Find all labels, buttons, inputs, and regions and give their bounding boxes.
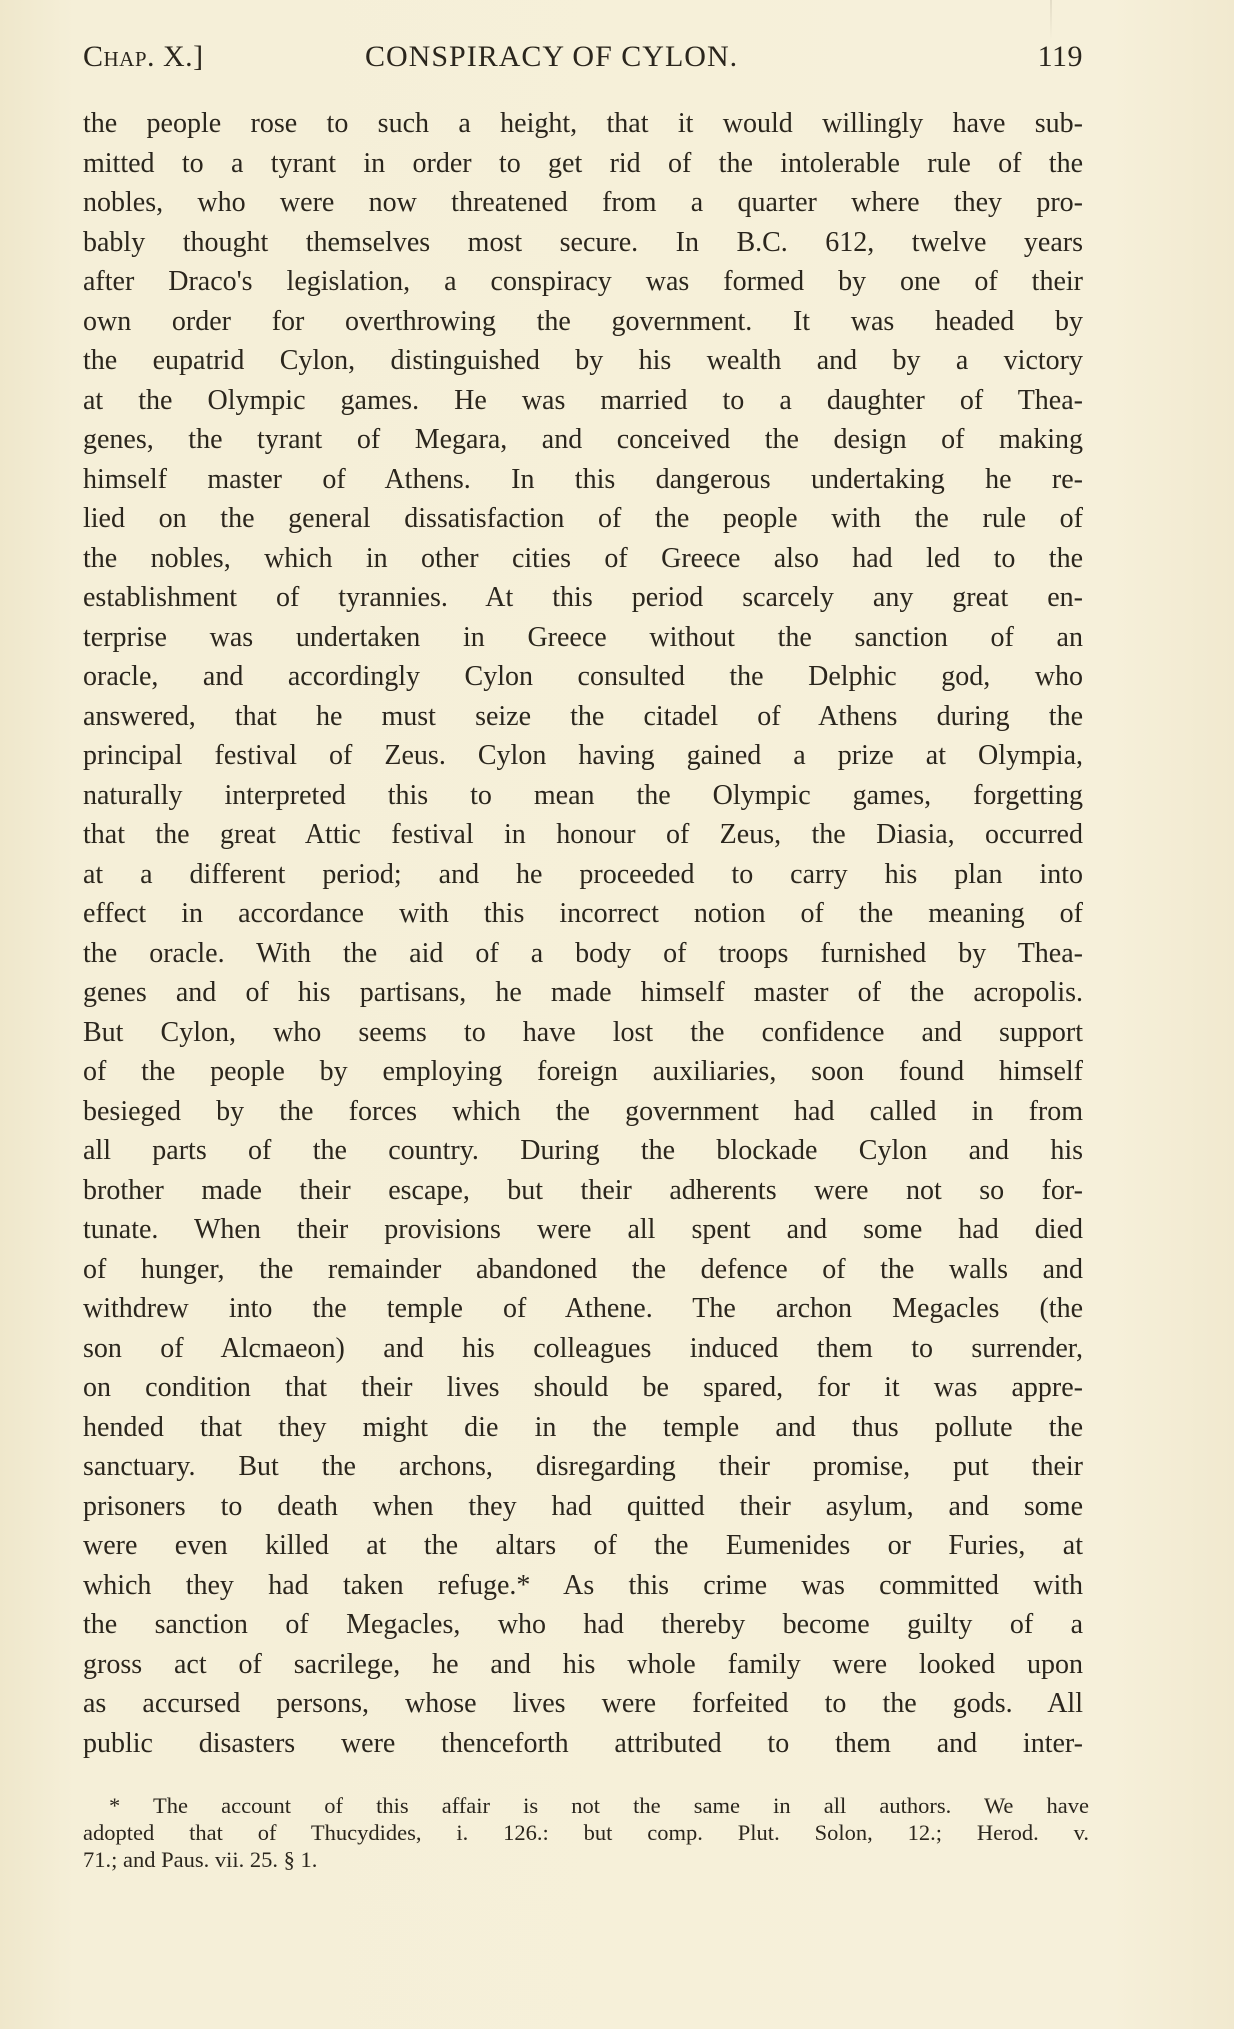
text-line: effect in accordance with this incorrect notion of the meaning of <box>83 898 1083 929</box>
text-line: tunate. When their provisions were all spent and some had died <box>83 1214 1083 1245</box>
text-line: principal festival of Zeus. Cylon having gained a prize at Olympia, <box>83 740 1083 771</box>
page-number: 119 <box>1037 40 1083 73</box>
text-line: at the Olympic games. He was married to a daughter of Thea- <box>83 384 1083 416</box>
text-line: own order for overthrowing the government. It was headed by <box>83 305 1083 337</box>
page-fold-shadow <box>1050 0 1052 40</box>
text-line: as accursed persons, whose lives were forfeited to the gods. All <box>83 1688 1083 1719</box>
text-line: sanctuary. But the archons, disregarding their promise, put their <box>83 1451 1083 1482</box>
footnote-line: 71.; and Paus. vii. 25. § 1. <box>83 1847 318 1872</box>
text-line: of the people by employing foreign auxiliaries, soon found himself <box>83 1056 1083 1087</box>
text-line: establishment of tyrannies. At this period scarcely any great en- <box>83 582 1083 613</box>
text-line: nobles, who were now threatened from a quarter where they pro- <box>83 187 1083 218</box>
running-header <box>83 40 1083 80</box>
text-line: lied on the general dissatisfaction of the people with the rule of <box>83 503 1083 534</box>
footnote-text: The account of this affair is not the same in all authors. We have <box>152 1793 1089 1818</box>
text-line: the oracle. With the aid of a body of troops furnished by Thea- <box>83 937 1083 969</box>
footnote-marker: * <box>109 1793 121 1818</box>
text-line: oracle, and accordingly Cylon consulted the Delphic god, who <box>83 661 1083 692</box>
text-line: all parts of the country. During the blockade Cylon and his <box>83 1135 1083 1166</box>
text-line: genes, the tyrant of Megara, and conceived the design of making <box>83 424 1083 455</box>
text-line: hended that they might die in the temple and thus pollute the <box>83 1411 1083 1443</box>
text-line: bably thought themselves most secure. In B.C. 612, twelve years <box>83 226 1083 258</box>
text-line: the people rose to such a height, that it would willingly have sub- <box>83 108 1083 139</box>
chapter-label: Chap. X.] <box>83 40 204 73</box>
text-line: the sanction of Megacles, who had thereby become guilty of a <box>83 1609 1083 1640</box>
text-line: at a different period; and he proceeded to carry his plan into <box>83 858 1083 890</box>
text-line: terprise was undertaken in Greece without the sanction of an <box>83 621 1083 653</box>
text-line: answered, that he must seize the citadel of Athens during the <box>83 700 1083 732</box>
text-line: public disasters were thenceforth attributed to them and inter- <box>83 1727 1083 1759</box>
text-line: mitted to a tyrant in order to get rid of the intolerable rule of the <box>83 147 1083 179</box>
text-line: on condition that their lives should be spared, for it was appre- <box>83 1372 1083 1403</box>
footnote-line <box>83 1792 1089 1819</box>
text-line: that the great Attic festival in honour of Zeus, the Diasia, occurred <box>83 819 1083 850</box>
text-line: which they had taken refuge.* As this crime was committed with <box>83 1569 1083 1601</box>
footnote-line: adopted that of Thucydides, i. 126.: but comp. Plut. Solon, 12.; Herod. v. <box>83 1820 1089 1845</box>
text-line: himself master of Athens. In this dangerous undertaking he re- <box>83 463 1083 495</box>
text-line: after Draco's legislation, a conspiracy was formed by one of their <box>83 266 1083 297</box>
text-line: the eupatrid Cylon, distinguished by his wealth and by a victory <box>83 345 1083 376</box>
text-line: naturally interpreted this to mean the Olympic games, forgetting <box>83 779 1083 811</box>
running-title: CONSPIRACY OF CYLON. <box>365 40 739 73</box>
text-line: withdrew into the temple of Athene. The archon Megacles (the <box>83 1293 1083 1324</box>
footnote <box>83 1792 1089 1873</box>
text-line: besieged by the forces which the government had called in from <box>83 1095 1083 1127</box>
text-line: prisoners to death when they had quitted their asylum, and some <box>83 1490 1083 1522</box>
text-line: the nobles, which in other cities of Greece also had led to the <box>83 542 1083 574</box>
text-line: gross act of sacrilege, he and his whole family were looked upon <box>83 1648 1083 1680</box>
body-text <box>83 104 1083 1763</box>
text-line: of hunger, the remainder abandoned the defence of the walls and <box>83 1253 1083 1285</box>
text-line: But Cylon, who seems to have lost the confidence and support <box>83 1016 1083 1048</box>
text-line: son of Alcmaeon) and his colleagues induced them to surrender, <box>83 1332 1083 1364</box>
text-line: genes and of his partisans, he made himself master of the acropolis. <box>83 977 1083 1008</box>
text-line: were even killed at the altars of the Eumenides or Furies, at <box>83 1530 1083 1561</box>
text-line: brother made their escape, but their adherents were not so for- <box>83 1174 1083 1206</box>
